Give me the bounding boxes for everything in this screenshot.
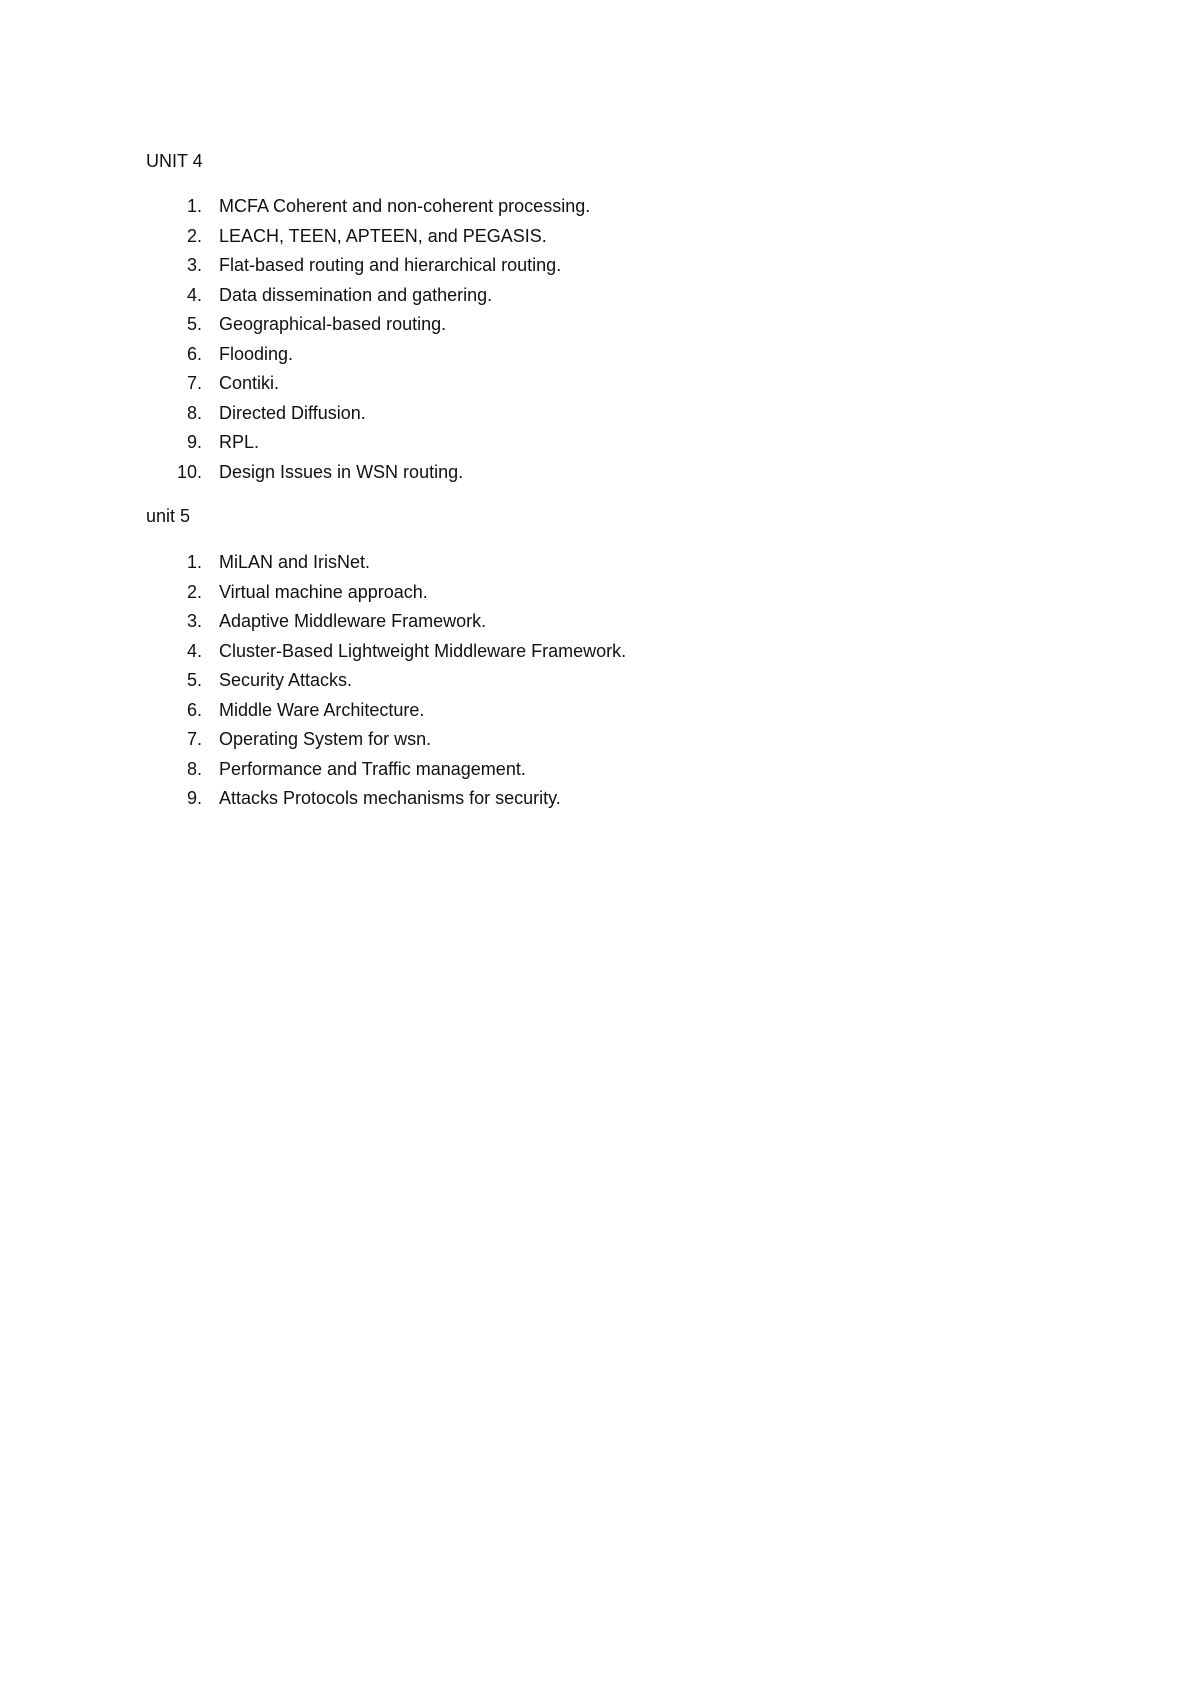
list-item-number: 6.: [186, 343, 202, 364]
list-item-number: 5.: [186, 670, 202, 690]
list-item-number: 6.: [186, 699, 202, 720]
list-item-text: Attacks Protocols mechanisms for security.: [219, 788, 561, 808]
list-item: [0, 669, 1000, 699]
list-item-number: 2.: [186, 225, 202, 246]
list-item-text: Directed Diffusion.: [219, 402, 366, 423]
list-item-number: 2.: [186, 581, 202, 602]
list-item-text: Flat-based routing and hierarchical routing.: [219, 255, 562, 275]
list-item: [0, 431, 1000, 461]
list-item-text: RPL.: [219, 432, 260, 452]
list-item-number: 9.: [186, 788, 202, 808]
list-item-number: 7.: [186, 373, 202, 393]
list-item-text: Cluster-Based Lightweight Middleware Framework.: [219, 640, 627, 661]
list-item: [0, 402, 1000, 432]
list-item-number: 3.: [186, 255, 202, 275]
list-item: [0, 728, 1000, 758]
list-item-number: 9.: [186, 432, 202, 452]
list-item-number: 8.: [186, 758, 202, 779]
section-heading-unit-4: UNIT 4: [146, 151, 203, 171]
list-item-text: Performance and Traffic management.: [219, 758, 526, 779]
list-item: [0, 225, 1000, 255]
list-item: [0, 284, 1000, 314]
list-item: [0, 461, 1000, 491]
topic-list-unit-4: [0, 195, 1000, 490]
list-item-number: 5.: [186, 314, 202, 334]
list-item-text: Virtual machine approach.: [219, 581, 428, 602]
list-item-number: 10.: [176, 461, 202, 482]
list-item-text: MCFA Coherent and non-coherent processing.: [219, 196, 591, 216]
list-item-number: 1.: [186, 196, 202, 216]
section-heading-unit-5: unit 5: [146, 506, 191, 526]
list-item-text: Flooding.: [219, 343, 294, 364]
list-item-text: Security Attacks.: [219, 670, 353, 690]
list-item-text: Design Issues in WSN routing.: [219, 461, 464, 482]
list-item-text: MiLAN and IrisNet.: [219, 552, 371, 572]
list-item: [0, 610, 1000, 640]
list-item-number: 4.: [186, 640, 202, 661]
list-item: [0, 551, 1000, 581]
topic-list-unit-5: [0, 551, 1000, 817]
list-item-number: 7.: [186, 729, 202, 749]
list-item: [0, 758, 1000, 788]
list-item-number: 8.: [186, 402, 202, 423]
list-item-text: Middle Ware Architecture.: [219, 699, 425, 720]
list-item: [0, 787, 1000, 817]
list-item-number: 3.: [186, 611, 202, 631]
list-item: [0, 699, 1000, 729]
list-item-number: 1.: [186, 552, 202, 572]
list-item-text: Contiki.: [219, 373, 280, 393]
list-item: [0, 581, 1000, 611]
list-item: [0, 640, 1000, 670]
list-item-text: Adaptive Middleware Framework.: [219, 611, 487, 631]
list-item: [0, 313, 1000, 343]
list-item-text: Data dissemination and gathering.: [219, 284, 493, 305]
list-item-number: 4.: [186, 284, 202, 305]
list-item: [0, 372, 1000, 402]
list-item: [0, 195, 1000, 225]
list-item: [0, 343, 1000, 373]
list-item-text: Operating System for wsn.: [219, 729, 432, 749]
list-item-text: LEACH, TEEN, APTEEN, and PEGASIS.: [219, 225, 547, 246]
list-item-text: Geographical-based routing.: [219, 314, 447, 334]
list-item: [0, 254, 1000, 284]
